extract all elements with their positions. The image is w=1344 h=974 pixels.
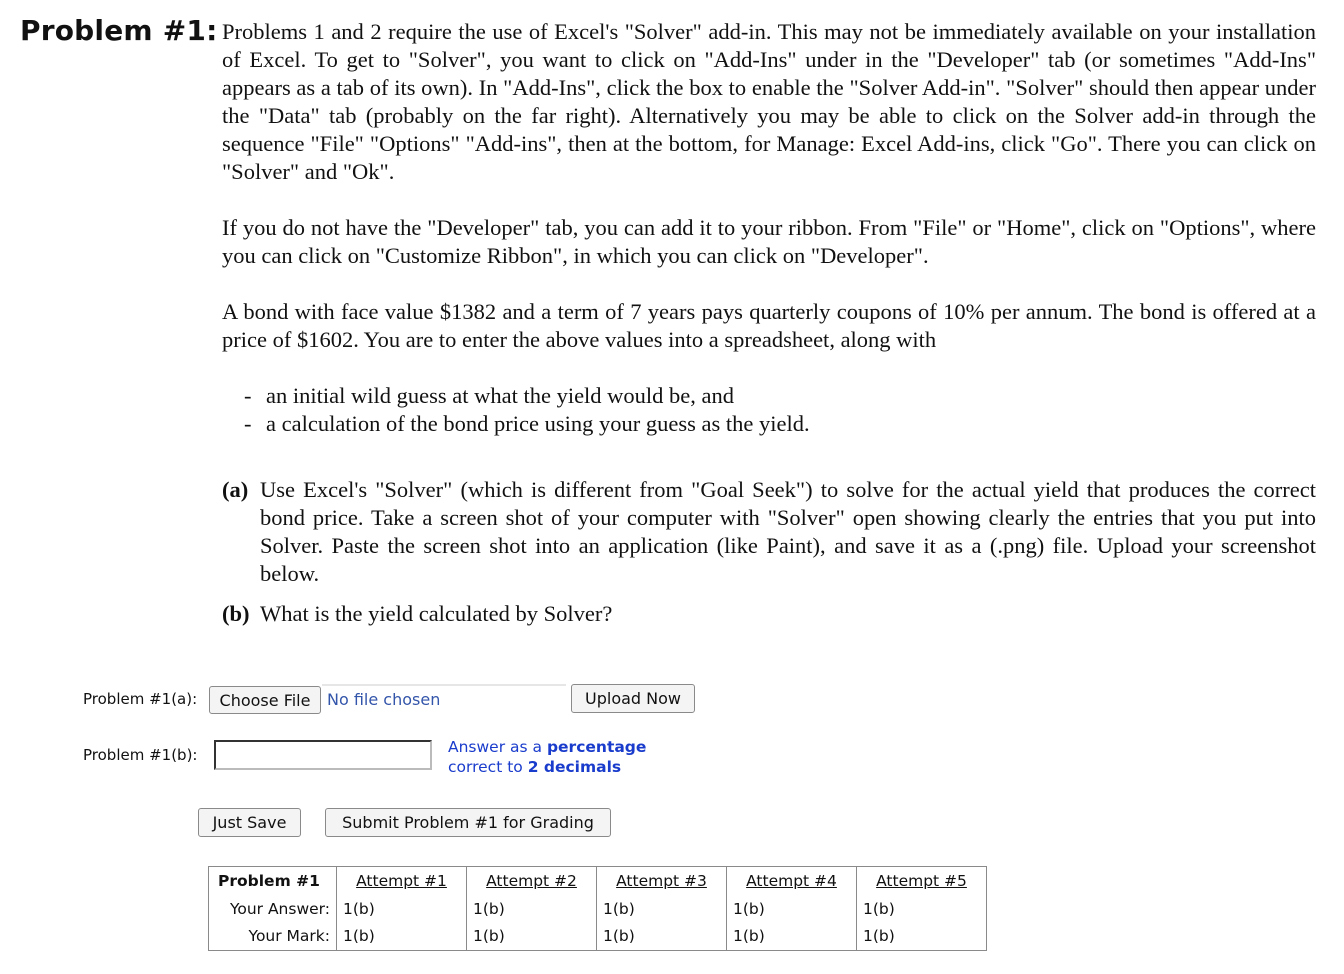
table-header-row [209, 867, 987, 895]
table-row [209, 895, 987, 923]
attempt-1-header [337, 867, 467, 895]
answer-cell: 1(b) [337, 895, 467, 923]
answer-cell: 1(b) [857, 895, 987, 923]
your-mark-label: Your Mark: [248, 927, 330, 946]
part-a-tag: (a) [222, 477, 249, 502]
part-b-text: What is the yield calculated by Solver? [260, 601, 613, 626]
mark-cell: 1(b) [337, 923, 467, 951]
problem-heading: Problem #1: [20, 14, 218, 47]
list-item-text: an initial wild guess at what the yield would be, and [266, 383, 735, 408]
problem-content [222, 18, 1316, 628]
answer-cell: 1(b) [467, 895, 597, 923]
attempt-4-link[interactable]: Attempt #4 [746, 871, 837, 890]
hint-text: correct to [448, 758, 528, 776]
choose-file-button[interactable]: Choose File [209, 686, 321, 714]
attempt-5-header [857, 867, 987, 895]
your-answer-label: Your Answer: [229, 899, 330, 918]
answer-format-hint [448, 737, 646, 777]
bond-description-paragraph: A bond with face value $1382 and a term of 7 years pays quarterly coupons of 10% per annum. The bond is offered at a price of $1602. You are to enter the above values into a spreadsheet, along with [222, 299, 1316, 352]
attempt-3-link[interactable]: Attempt #3 [616, 871, 707, 890]
requirements-list [244, 382, 1316, 438]
list-item-text: a calculation of the bond price using your guess as the yield. [266, 411, 810, 436]
list-item: - a calculation of the bond price using your guess as the yield. [244, 411, 810, 436]
problem-1b-label: Problem #1(b): [83, 746, 198, 764]
instructions-paragraph-2: If you do not have the "Developer" tab, you can add it to your ribbon. From "File" or "Home", click on "Options", where you can click on "Customize Ribbon", in which you can click on "Developer". [222, 215, 1316, 268]
problem-1a-label: Problem #1(a): [83, 690, 198, 708]
mark-cell: 1(b) [727, 923, 857, 951]
table-row [209, 923, 987, 951]
attempt-4-header [727, 867, 857, 895]
hint-text: Answer as a [448, 738, 547, 756]
answer-cell: 1(b) [597, 895, 727, 923]
submit-button[interactable]: Submit Problem #1 for Grading [325, 808, 611, 837]
part-b-tag: (b) [222, 601, 250, 626]
file-field-underline [322, 684, 566, 686]
answer-input[interactable] [214, 740, 432, 770]
part-a-text: Use Excel's "Solver" (which is different from "Goal Seek") to solve for the actual yield that produces the correct bond price. Take a screen shot of your computer with "Solver" open showing clearly the entries that you put into Solver. Paste the screen shot into an application (like Paint), and save it as a (.png) file. Upload your screenshot below. [260, 477, 1316, 586]
part-a [222, 476, 1316, 588]
answer-cell: 1(b) [727, 895, 857, 923]
list-item: - an initial wild guess at what the yield would be, and [244, 383, 735, 408]
attempt-3-header [597, 867, 727, 895]
attempt-5-link[interactable]: Attempt #5 [876, 871, 967, 890]
just-save-button[interactable]: Just Save [198, 808, 301, 837]
attempt-1-link[interactable]: Attempt #1 [356, 871, 447, 890]
table-corner-label: Problem #1 [218, 871, 320, 890]
attempt-2-link[interactable]: Attempt #2 [486, 871, 577, 890]
file-status: No file chosen [327, 690, 441, 709]
upload-now-button[interactable]: Upload Now [571, 684, 695, 713]
attempts-table [208, 866, 987, 951]
mark-cell: 1(b) [857, 923, 987, 951]
attempt-2-header [467, 867, 597, 895]
hint-bold-percentage: percentage [546, 738, 647, 756]
mark-cell: 1(b) [467, 923, 597, 951]
mark-cell: 1(b) [597, 923, 727, 951]
problem-parts [222, 476, 1316, 628]
instructions-paragraph-1: Problems 1 and 2 require the use of Excel's "Solver" add-in. This may not be immediately available on your installation of Excel. To get to "Solver", you want to click on "Add-Ins" under in the "Developer" tab (or sometimes "Add-Ins" appears as a tab of its own). In "Add-Ins", click the box to enable the "Solver Add-in". "Solver" should then appear under the "Data" tab (probably on the far right). Alternatively you may be able to click on the Solver add-in through the sequence "File" "Options" "Add-ins", then at the bottom, for Manage: Excel Add-ins, click "Go". There you can click on "Solver" and "Ok". [222, 19, 1316, 184]
part-b [222, 600, 1316, 628]
hint-bold-decimals: 2 decimals [527, 758, 622, 776]
